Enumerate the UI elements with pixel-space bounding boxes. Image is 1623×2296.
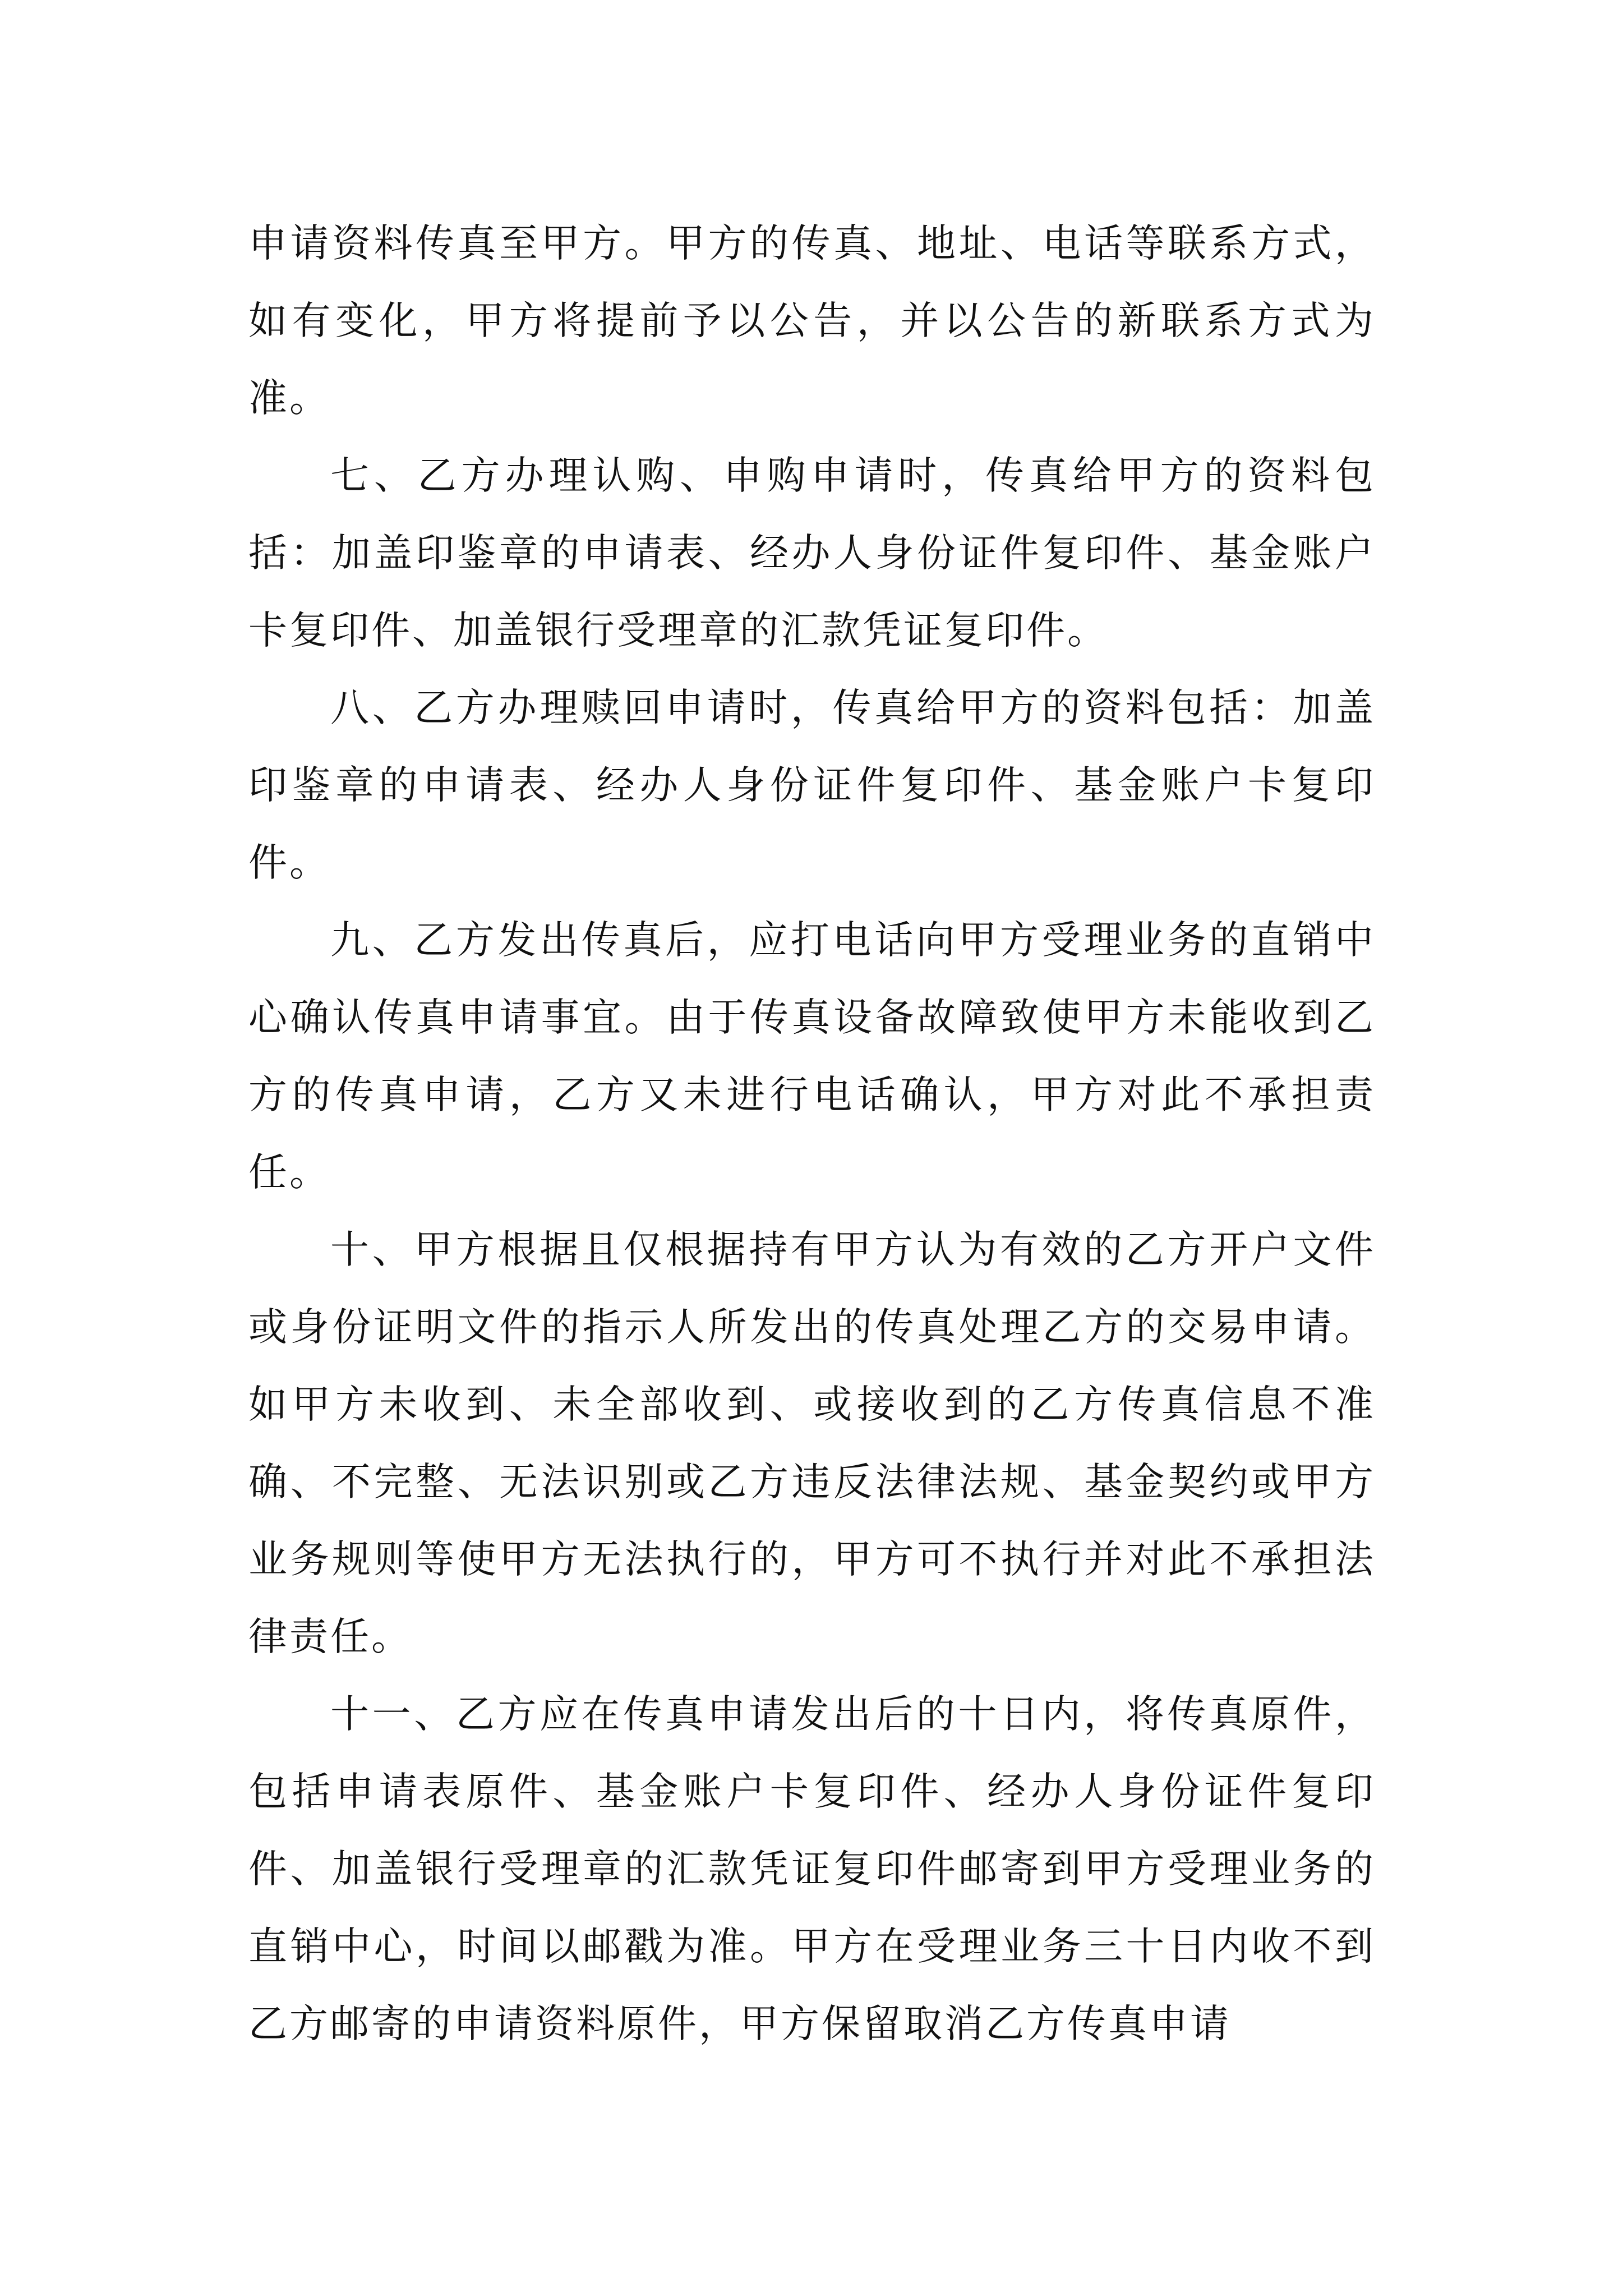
paragraph-clause-11: 十一、乙方应在传真申请发出后的十日内，将传真原件，包括申请表原件、基金账户卡复印件、经办人身份证件复印件、加盖银行受理章的汇款凭证复印件邮寄到甲方受理业务的直销中心，时间以邮戳为准。甲方在受理业务三十日内收不到乙方邮寄的申请资料原件，甲方保留取消乙方传真申请 xyxy=(248,1692,1376,2046)
paragraph-clause-7: 七、乙方办理认购、申购申请时，传真给甲方的资料包括：加盖印鉴章的申请表、经办人身份证件复印件、基金账户卡复印件、加盖银行受理章的汇款凭证复印件。 xyxy=(248,453,1376,653)
document-page xyxy=(248,205,1376,2063)
paragraph-clause-9: 九、乙方发出传真后，应打电话向甲方受理业务的直销中心确认传真申请事宜。由于传真设备故障致使甲方未能收到乙方的传真申请，乙方又未进行电话确认，甲方对此不承担责任。 xyxy=(248,918,1376,1195)
paragraph-clause-8: 八、乙方办理赎回申请时，传真给甲方的资料包括：加盖印鉴章的申请表、经办人身份证件复印件、基金账户卡复印件。 xyxy=(248,685,1376,885)
paragraph-continued: 申请资料传真至甲方。甲方的传真、地址、电话等联系方式，如有变化，甲方将提前予以公告，并以公告的新联系方式为准。 xyxy=(248,221,1376,421)
paragraph-clause-10: 十、甲方根据且仅根据持有甲方认为有效的乙方开户文件或身份证明文件的指示人所发出的传真处理乙方的交易申请。如甲方未收到、未全部收到、或接收到的乙方传真信息不准确、不完整、无法识别或乙方违反法律法规、基金契约或甲方业务规则等使甲方无法执行的，甲方可不执行并对此不承担法律责任。 xyxy=(248,1227,1376,1659)
